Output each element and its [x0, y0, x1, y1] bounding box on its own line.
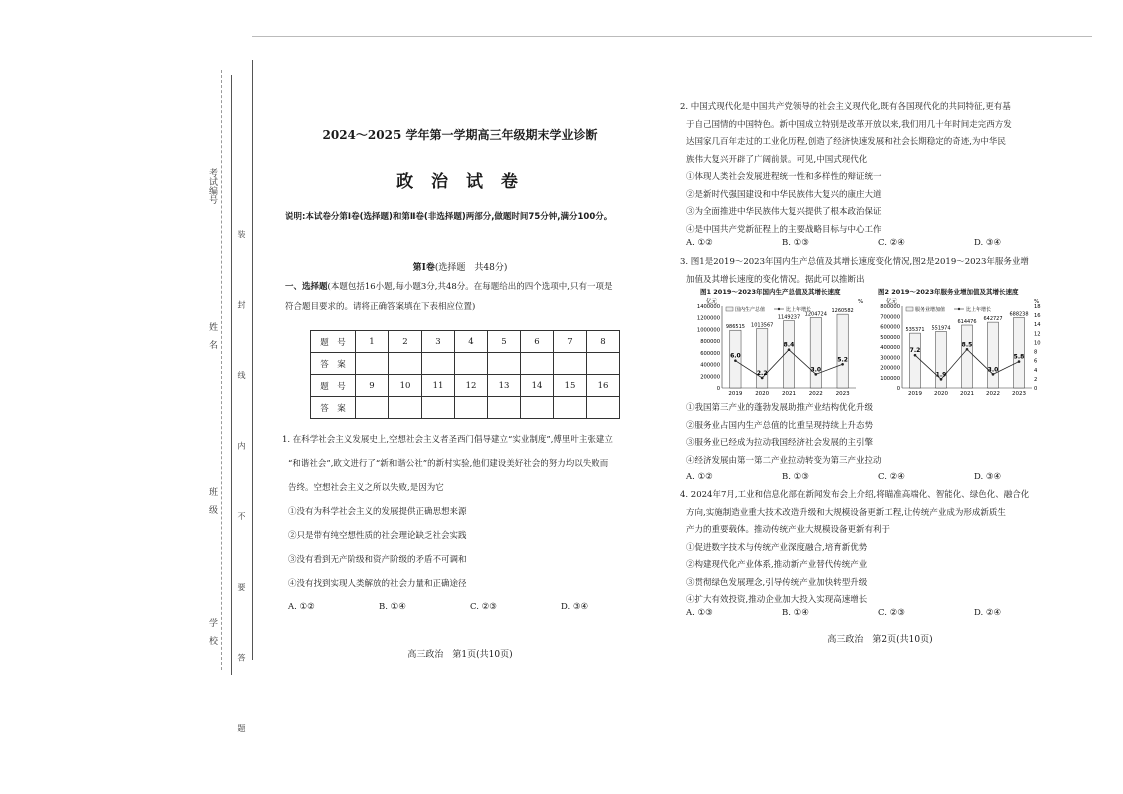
q3-option-statement: ①我国第三产业的蓬勃发展助推产业结构优化升级 — [686, 403, 874, 413]
y2-tick-label: 2 — [1034, 376, 1038, 383]
legend-line-marker — [778, 308, 780, 310]
y-tick-label: 0 — [716, 386, 720, 392]
row-label: 答 案 — [311, 353, 356, 375]
bar — [810, 317, 821, 388]
q3-option-b[interactable]: B. ①③ — [782, 472, 809, 482]
y2-tick-label: 12 — [1034, 331, 1041, 338]
chart-gdp — [686, 287, 866, 399]
growth-value-label: 1.9 — [935, 371, 947, 379]
q1-option-statement: ④没有找到实现人类解放的社会力量和正确途径 — [288, 579, 467, 589]
binding-line-inner — [252, 60, 253, 660]
answer-cell[interactable] — [587, 353, 620, 375]
q4-option-statement: ③贯彻绿色发展理念,引导传统产业加快转型升级 — [686, 577, 868, 588]
table-row — [311, 353, 620, 375]
y2-axis-unit: % — [1034, 299, 1040, 305]
answer-cell[interactable] — [488, 397, 521, 419]
y-tick-label: 100000 — [880, 375, 900, 382]
x-tick-label: 2020 — [755, 391, 770, 397]
x-tick-label: 2021 — [960, 391, 974, 397]
q2-option-d[interactable]: D. ③④ — [974, 238, 1002, 248]
bar-value-label: 1149237 — [777, 314, 801, 321]
question-number-cell: 15 — [554, 375, 587, 397]
answer-cell[interactable] — [587, 397, 620, 419]
page1-footer: 高三政治 第1页(共10页) — [407, 650, 513, 660]
table-row — [311, 375, 620, 397]
section-lead: 一、选择题 — [285, 282, 328, 292]
growth-point — [1018, 360, 1021, 363]
y2-tick-label: 8 — [1034, 349, 1038, 356]
question-number-cell: 13 — [488, 375, 521, 397]
q3-option-d[interactable]: D. ③④ — [974, 472, 1002, 482]
part-heading — [260, 260, 660, 273]
q1-option-statement: ①没有为科学社会主义的发展提供正确思想来源 — [288, 507, 467, 517]
question-number-cell: 6 — [521, 331, 554, 353]
x-tick-label: 2023 — [835, 391, 850, 397]
growth-value-label: 3.0 — [810, 366, 822, 374]
growth-value-label: 2.2 — [756, 369, 768, 377]
y2-tick-label: 6 — [1034, 358, 1038, 365]
q2-option-a[interactable]: A. ①② — [686, 238, 713, 248]
x-tick-label: 2022 — [808, 391, 823, 397]
q1-option-c[interactable]: C. ②③ — [470, 602, 497, 612]
q1-option-b[interactable]: B. ①④ — [379, 602, 406, 612]
question-number-cell: 5 — [488, 331, 521, 353]
y-tick-label: 400000 — [700, 362, 720, 369]
y-tick-label: 1000000 — [696, 327, 720, 334]
q1-option-a[interactable]: A. ①② — [288, 602, 315, 612]
q1-option-statement: ②只是带有纯空想性质的社会理论缺乏社会实践 — [288, 531, 467, 541]
q1-options — [288, 602, 588, 612]
legend-line-label: 比上年增长 — [966, 307, 992, 313]
exam-title: 2024～2025 学年第一学期高三年级期末学业诊断 — [322, 128, 598, 142]
growth-value-label: 8.4 — [783, 341, 795, 349]
bar-value-label: 1013567 — [751, 322, 774, 329]
q2-option-c[interactable]: C. ②④ — [878, 238, 905, 248]
q1-option-d[interactable]: D. ③④ — [561, 602, 589, 612]
q3-option-a[interactable]: A. ①② — [686, 472, 713, 482]
question-number-cell: 3 — [422, 331, 455, 353]
q2-line: 2. 中国式现代化是中国共产党领导的社会主义现代化,既有各国现代化的共同特征,更有基 — [680, 102, 1011, 112]
q4-option-b[interactable]: B. ①④ — [782, 608, 809, 618]
growth-point — [841, 363, 844, 366]
growth-value-label: 7.2 — [909, 347, 921, 355]
answer-cell[interactable] — [422, 353, 455, 375]
bar-value-label: 614476 — [957, 319, 977, 326]
answer-cell[interactable] — [356, 397, 389, 419]
growth-value-label: 5.8 — [1013, 353, 1025, 361]
chart-services-svg — [870, 296, 1048, 398]
growth-value-label: 6.0 — [730, 352, 741, 360]
y-tick-label: 0 — [896, 386, 900, 392]
section-instructions — [285, 281, 612, 293]
legend-line-label: 比上年增长 — [786, 307, 812, 313]
q1-line: 1. 在科学社会主义发展史上,空想社会主义者圣西门倡导建立“实业制度”,傅里叶主张建立 — [282, 435, 613, 445]
question-number-cell: 1 — [356, 331, 389, 353]
school-label: 学 校 — [207, 618, 217, 645]
q3-option-statement: ④经济发展由第一第二产业拉动转变为第三产业拉动 — [686, 455, 882, 466]
answer-cell[interactable] — [389, 353, 422, 375]
y-tick-label: 200000 — [700, 374, 720, 381]
y-tick-label: 200000 — [880, 365, 900, 372]
bar — [988, 322, 999, 388]
answer-cell[interactable] — [521, 353, 554, 375]
q2-option-statement: ②是新时代强国建设和中华民族伟大复兴的康庄大道 — [686, 189, 882, 200]
y-tick-label: 300000 — [880, 355, 900, 362]
row-label: 题 号 — [311, 331, 356, 353]
q3-line: 加值及其增长速度的变化情况。据此可以推断出 — [686, 274, 865, 285]
growth-value-label: 3.0 — [987, 366, 999, 374]
legend-bar-label: 服务业增加值 — [915, 307, 946, 313]
q2-option-statement: ④是中国共产党新征程上的主要战略目标与中心工作 — [686, 224, 882, 235]
bar-value-label: 986515 — [725, 324, 745, 331]
y-axis-unit: 亿元 — [706, 299, 718, 305]
chart-gdp-svg — [686, 296, 866, 398]
bar-value-label: 1204724 — [804, 311, 827, 318]
chart-services — [870, 287, 1048, 399]
row-label: 题 号 — [311, 375, 356, 397]
y-tick-label: 500000 — [880, 334, 900, 341]
question-3 — [680, 254, 1029, 289]
q4-option-a[interactable]: A. ①③ — [686, 608, 713, 618]
growth-point — [992, 373, 995, 376]
q3-options — [686, 472, 1001, 482]
growth-value-label: 5.2 — [837, 356, 848, 364]
page2-footer: 高三政治 第2页(共10页) — [827, 635, 933, 645]
bar — [837, 314, 848, 388]
q4-line: 4. 2024年7月,工业和信息化部在新闻发布会上介绍,将瞄准高端化、智能化、绿色化、融合化 — [680, 490, 1030, 500]
question-2 — [680, 99, 1012, 239]
y-tick-label: 1200000 — [696, 315, 720, 322]
table-row — [311, 331, 620, 353]
question-number-cell: 10 — [389, 375, 422, 397]
legend-bar-swatch — [726, 307, 733, 311]
growth-point — [788, 348, 791, 351]
y2-tick-label: 18 — [1034, 304, 1041, 310]
x-tick-label: 2019 — [728, 391, 743, 397]
legend-bar-swatch — [906, 307, 913, 311]
chart-gdp-title: 图1 2019～2023年国内生产总值及其增长速度 — [700, 288, 841, 296]
binding-fill-line — [221, 70, 223, 670]
growth-point — [761, 377, 764, 380]
bar-value-label: 535371 — [905, 327, 925, 334]
answer-cell[interactable] — [455, 353, 488, 375]
q2-options — [686, 238, 1001, 248]
question-1 — [282, 428, 613, 596]
growth-point — [734, 359, 737, 362]
legend-line-marker — [958, 308, 960, 310]
x-tick-label: 2022 — [986, 391, 1000, 397]
q4-option-c[interactable]: C. ②③ — [878, 608, 905, 618]
question-number-cell: 9 — [356, 375, 389, 397]
q2-option-statement: ③为全面推进中华民族伟大复兴提供了根本政治保证 — [686, 207, 882, 217]
y-axis-unit: 亿元 — [886, 299, 898, 305]
answer-cell[interactable] — [554, 353, 587, 375]
question-number-cell: 12 — [455, 375, 488, 397]
bar — [962, 325, 973, 388]
table-row — [311, 397, 620, 419]
answer-cell[interactable] — [422, 397, 455, 419]
section-rest: (本题包括16小题,每小题3分,共48分。在每题给出的四个选项中,只有一项是 — [327, 282, 613, 292]
question-number-cell: 14 — [521, 375, 554, 397]
legend-bar-label: 国内生产总值 — [735, 307, 766, 313]
y-tick-label: 600000 — [880, 324, 900, 331]
y-tick-label: 800000 — [700, 339, 720, 346]
growth-point — [815, 373, 818, 376]
question-number-cell: 2 — [389, 331, 422, 353]
q4-option-statement: ④扩大有效投资,推动企业加大投入实现高速增长 — [686, 595, 868, 605]
q4-line: 方向,实施制造业重大技术改造升级和大规模设备更新工程,让传统产业成为形成新质生 — [686, 507, 1006, 518]
seal-line-notice: 装 封 线 内 不 要 答 题 — [237, 230, 246, 762]
bar-value-label: 1260582 — [831, 308, 854, 315]
answer-cell[interactable] — [455, 397, 488, 419]
y2-tick-label: 0 — [1034, 386, 1038, 392]
q3-line: 3. 图1是2019～2023年国内生产总值及其增长速度变化情况,图2是2019～2023年服务业增 — [680, 257, 1029, 267]
bar-value-label: 642727 — [983, 316, 1003, 323]
subject-title: 政 治 试 卷 — [396, 172, 524, 192]
answer-cell[interactable] — [488, 353, 521, 375]
top-border — [252, 36, 1092, 37]
q3-option-statement: ③服务业已经成为拉动我国经济社会发展的主引擎 — [686, 438, 874, 448]
section-instructions-line2: 符合题目要求的。请将正确答案填在下表相应位置) — [285, 302, 476, 312]
q3-option-c[interactable]: C. ②④ — [878, 472, 905, 482]
question-number-cell: 4 — [455, 331, 488, 353]
growth-point — [914, 354, 917, 357]
growth-point — [940, 378, 943, 381]
y2-tick-label: 4 — [1034, 367, 1038, 374]
question-number-cell: 16 — [587, 375, 620, 397]
x-tick-label: 2021 — [782, 391, 796, 397]
question-number-cell: 11 — [422, 375, 455, 397]
bar-value-label: 551974 — [931, 325, 951, 332]
instructions: 说明:本试卷分第Ⅰ卷(选择题)和第Ⅱ卷(非选择题)两部分,做题时间75分钟,满分100分。 — [285, 212, 613, 222]
q4-option-statement: ①促进数字技术与传统产业深度融合,培育新优势 — [686, 542, 868, 553]
x-tick-label: 2019 — [908, 391, 922, 397]
row-label: 答 案 — [311, 397, 356, 419]
q1-line: 告终。空想社会主义之所以失败,是因为它 — [288, 483, 444, 493]
name-label: 姓 名 — [207, 322, 217, 349]
answer-cell[interactable] — [389, 397, 422, 419]
question-3-statements — [686, 400, 882, 470]
answer-cell[interactable] — [521, 397, 554, 419]
bar-value-label: 688238 — [1009, 311, 1029, 318]
q1-option-statement: ③没有看到无产阶级和资产阶级的矛盾不可调和 — [288, 555, 467, 565]
answer-cell[interactable] — [356, 353, 389, 375]
y2-tick-label: 14 — [1034, 322, 1041, 329]
part-subtitle: (选择题 共48分) — [434, 263, 508, 273]
binding-line-outer — [231, 75, 232, 675]
y2-tick-label: 10 — [1034, 340, 1041, 347]
q1-line: “和谐社会”,欧文进行了“新和谐公社”的新村实验,他们建设美好社会的努力均以失败而 — [288, 459, 609, 469]
class-label: 班 级 — [207, 487, 217, 514]
y-tick-label: 400000 — [880, 345, 900, 351]
q2-option-statement: ①体现人类社会发展进程统一性和多样性的辩证统一 — [686, 172, 882, 182]
q2-line: 族伟大复兴开辟了广阔前景。可见,中国式现代化 — [686, 154, 868, 165]
q4-option-d[interactable]: D. ②④ — [974, 608, 1002, 618]
q2-line: 达国家几百年走过的工业化历程,创造了经济快速发展和社会长期稳定的奇迹,为中华民 — [686, 137, 1006, 147]
answer-table — [310, 330, 620, 419]
y2-tick-label: 16 — [1034, 313, 1041, 320]
growth-value-label: 8.5 — [961, 341, 973, 349]
answer-cell[interactable] — [554, 397, 587, 419]
exam-number-label: 考试编号 — [207, 168, 217, 204]
y-tick-label: 800000 — [880, 304, 900, 310]
part-title: 第Ⅰ卷 — [412, 263, 435, 273]
q3-option-statement: ②服务业占国内生产总值的比重呈现持续上升态势 — [686, 420, 874, 431]
q4-options — [686, 608, 1001, 618]
question-number-cell: 8 — [587, 331, 620, 353]
growth-point — [966, 348, 969, 351]
bar — [910, 333, 921, 388]
chart-services-title: 图2 2019～2023年服务业增加值及其增长速度 — [878, 288, 1019, 296]
y-tick-label: 700000 — [880, 314, 900, 321]
q2-line: 于自己国情的中国特色。新中国成立特别是改革开放以来,我们用几十年时间走完西方发 — [686, 119, 1012, 130]
x-tick-label: 2023 — [1012, 391, 1026, 397]
q4-line: 产力的重要载体。推动传统产业大规模设备更新有利于 — [686, 525, 891, 535]
y-tick-label: 1400000 — [696, 304, 720, 310]
y2-axis-unit: % — [858, 299, 864, 305]
question-number-cell: 7 — [554, 331, 587, 353]
question-4 — [680, 487, 1029, 610]
x-tick-label: 2020 — [934, 391, 948, 397]
q4-option-statement: ②构建现代化产业体系,推动新产业替代传统产业 — [686, 560, 868, 570]
y-tick-label: 600000 — [700, 350, 720, 357]
q2-option-b[interactable]: B. ①③ — [782, 238, 809, 248]
